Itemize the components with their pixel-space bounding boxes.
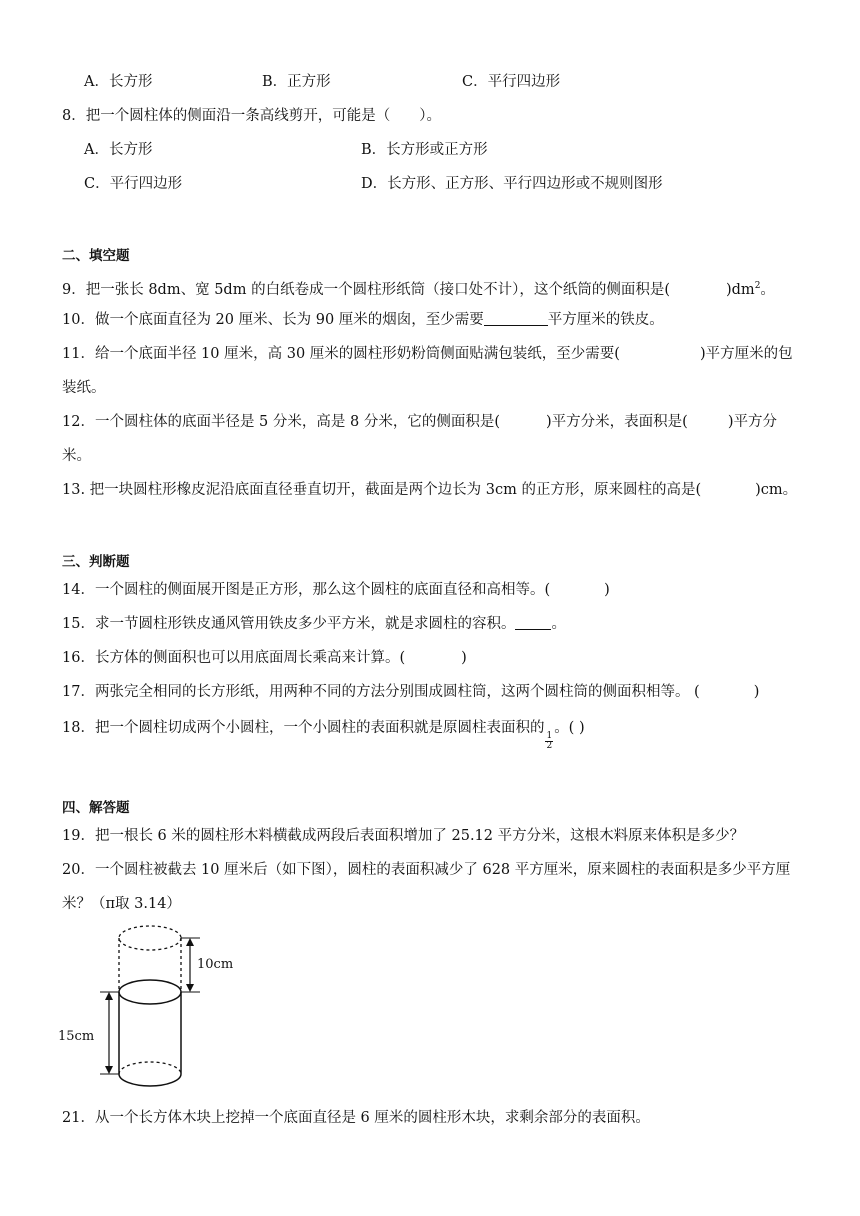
cylinder-figure xyxy=(70,922,270,1090)
question-12: 12．一个圆柱体的底面半径是 5 分米，高是 8 分米，它的侧面积是( )平方分米，表面积是( )平方分 xyxy=(62,414,777,430)
q8-option-d: D．长方形、正方形、平行四边形或不规则图形 xyxy=(361,176,663,192)
question-19: 19．把一根长 6 米的圆柱形木料横截成两段后表面积增加了 25.12 平方分米，这根木料原来体积是多少？ xyxy=(62,828,745,844)
section-title-true-false: 三、判断题 xyxy=(62,554,130,570)
q8-option-b: B．长方形或正方形 xyxy=(361,142,488,158)
question-20-cont: 米？（π取 3.14） xyxy=(62,896,181,912)
figure-label-10cm: 10cm xyxy=(197,957,234,972)
section-title-solve: 四、解答题 xyxy=(62,800,130,816)
question-9: 9．把一张长 8dm、宽 5dm 的白纸卷成一个圆柱形纸筒（接口处不计），这个纸筒的侧面积是( )$dm^2$。 xyxy=(62,281,775,298)
question-14: 14．一个圆柱的侧面展开图是正方形，那么这个圆柱的底面直径和高相等。( ) xyxy=(62,582,610,598)
question-11-cont: 装纸。 xyxy=(62,380,106,396)
answer-blank xyxy=(515,615,551,630)
question-17: 17．两张完全相同的长方形纸，用两种不同的方法分别围成圆柱筒，这两个圆柱筒的侧面积相等。 ( ) xyxy=(62,684,760,700)
question-15: 15．求一节圆柱形铁皮通风管用铁皮多少平方米，就是求圆柱的容积。 。 xyxy=(62,616,566,632)
figure-label-15cm: 15cm xyxy=(58,1029,95,1044)
question-13: 13. 把一块圆柱形橡皮泥沿底面直径垂直切开，截面是两个边长为 3cm 的正方形，原来圆柱的高是( )cm。 xyxy=(62,482,798,498)
question-10: 10．做一个底面直径为 20 厘米、长为 90 厘米的烟囱，至少需要 平方厘米的铁皮。 xyxy=(62,312,664,328)
question-20: 20．一个圆柱被截去 10 厘米后（如下图），圆柱的表面积减少了 628 平方厘米，原来圆柱的表面积是多少平方厘 xyxy=(62,862,791,878)
fraction-one-half: $\frac{1}{2}$ xyxy=(546,731,553,751)
section-title-fill-in: 二、填空题 xyxy=(62,248,130,264)
question-12-cont: 米。 xyxy=(62,448,91,464)
q8-stem: 8．把一个圆柱体的侧面沿一条高线剪开，可能是（ ）。 xyxy=(62,108,441,124)
q7-option-b: B．正方形 xyxy=(262,74,331,90)
q7-option-a: A．长方形 xyxy=(84,74,153,90)
q8-option-a: A．长方形 xyxy=(84,142,153,158)
q7-option-c: C．平行四边形 xyxy=(462,74,561,90)
q8-option-c: C．平行四边形 xyxy=(84,176,183,192)
question-16: 16．长方体的侧面积也可以用底面周长乘高来计算。( ) xyxy=(62,650,467,666)
question-11: 11．给一个底面半径 10 厘米，高 30 厘米的圆柱形奶粉筒侧面贴满包装纸，至少需要( )平方厘米的包 xyxy=(62,346,793,362)
answer-blank xyxy=(484,311,548,326)
question-18: 18．把一个圆柱切成两个小圆柱，一个小圆柱的表面积就是原圆柱表面积的 $\frac{1}{2}$ 。( ) xyxy=(62,720,585,751)
question-21: 21．从一个长方体木块上挖掉一个底面直径是 6 厘米的圆柱形木块，求剩余部分的表面积。 xyxy=(62,1110,650,1126)
